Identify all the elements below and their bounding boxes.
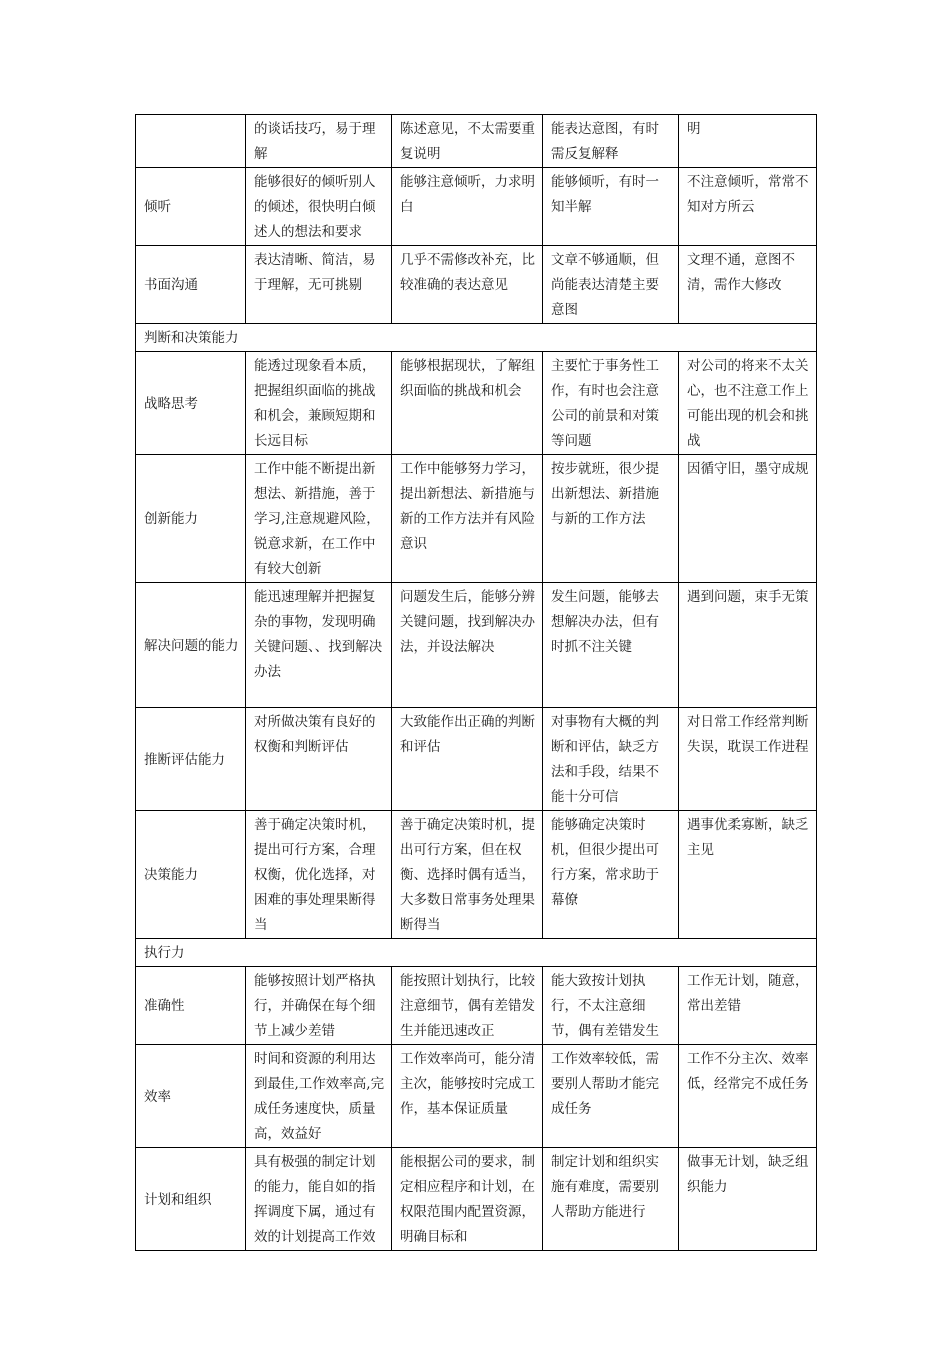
level-2-cell: 能根据公司的要求，制定相应程序和计划，在权限范围内配置资源，明确目标和 bbox=[392, 1148, 543, 1251]
table-row bbox=[136, 708, 817, 811]
level-1-cell: 能迅速理解并把握复杂的事物，发现明确关键问题、、找到解决办法 bbox=[246, 583, 392, 708]
level-4-cell: 工作不分主次、效率低，经常完不成任务 bbox=[679, 1045, 817, 1148]
level-3-cell: 制定计划和组织实施有难度，需要别人帮助方能进行 bbox=[543, 1148, 679, 1251]
level-3-cell: 能够倾听，有时一知半解 bbox=[543, 168, 679, 246]
level-2-cell: 工作效率尚可，能分清主次，能够按时完成工作，基本保证质量 bbox=[392, 1045, 543, 1148]
level-4-cell: 不注意倾听，常常不知对方所云 bbox=[679, 168, 817, 246]
level-4-cell: 工作无计划，随意，常出差错 bbox=[679, 967, 817, 1045]
level-1-cell: 能透过现象看本质，把握组织面临的挑战和机会，兼顾短期和长远目标 bbox=[246, 352, 392, 455]
level-4-cell: 文理不通，意图不清，需作大修改 bbox=[679, 246, 817, 324]
level-4-cell: 遇到问题，束手无策 bbox=[679, 583, 817, 708]
table-row bbox=[136, 168, 817, 246]
level-4-cell: 对日常工作经常判断失误，耽误工作进程 bbox=[679, 708, 817, 811]
level-3-cell: 主要忙于事务性工作，有时也会注意公司的前景和对策等问题 bbox=[543, 352, 679, 455]
table-row bbox=[136, 455, 817, 583]
row-label: 战略思考 bbox=[136, 352, 246, 455]
level-3-cell: 发生问题，能够去想解决办法，但有时抓不注关键 bbox=[543, 583, 679, 708]
level-4-cell: 明 bbox=[679, 115, 817, 168]
level-2-cell: 善于确定决策时机，提出可行方案，但在权衡、选择时偶有适当，大多数日常事务处理果断得当 bbox=[392, 811, 543, 939]
row-label: 书面沟通 bbox=[136, 246, 246, 324]
table-row bbox=[136, 246, 817, 324]
row-label: 准确性 bbox=[136, 967, 246, 1045]
table-row bbox=[136, 583, 817, 708]
table-row bbox=[136, 967, 817, 1045]
level-4-cell: 对公司的将来不太关心，也不注意工作上可能出现的机会和挑战 bbox=[679, 352, 817, 455]
section-row bbox=[136, 324, 817, 352]
level-1-cell: 具有极强的制定计划的能力，能自如的指挥调度下属，通过有效的计划提高工作效 bbox=[246, 1148, 392, 1251]
level-1-cell: 时间和资源的利用达到最佳,工作效率高,完成任务速度快，质量高，效益好 bbox=[246, 1045, 392, 1148]
level-1-cell: 工作中能不断提出新想法、新措施，善于学习,注意规避风险，锐意求新，在工作中有较大创新 bbox=[246, 455, 392, 583]
table-row bbox=[136, 1148, 817, 1251]
level-3-cell: 文章不够通顺，但尚能表达清楚主要意图 bbox=[543, 246, 679, 324]
level-1-cell: 能够很好的倾听别人的倾述，很快明白倾述人的想法和要求 bbox=[246, 168, 392, 246]
table-row bbox=[136, 1045, 817, 1148]
level-3-cell: 按步就班，很少提出新想法、新措施与新的工作方法 bbox=[543, 455, 679, 583]
level-2-cell: 能按照计划执行，比较注意细节，偶有差错发生并能迅速改正 bbox=[392, 967, 543, 1045]
level-2-cell: 能够根据现状，了解组织面临的挑战和机会 bbox=[392, 352, 543, 455]
row-label: 解决问题的能力 bbox=[136, 583, 246, 708]
table-row bbox=[136, 115, 817, 168]
level-1-cell: 表达清晰、简洁，易于理解，无可挑剔 bbox=[246, 246, 392, 324]
row-label: 计划和组织 bbox=[136, 1148, 246, 1251]
level-3-cell: 工作效率较低，需要别人帮助才能完成任务 bbox=[543, 1045, 679, 1148]
level-1-cell: 善于确定决策时机，提出可行方案，合理权衡，优化选择，对困难的事处理果断得当 bbox=[246, 811, 392, 939]
level-3-cell: 能大致按计划执行，不太注意细节，偶有差错发生 bbox=[543, 967, 679, 1045]
level-3-cell: 能够确定决策时机，但很少提出可行方案，常求助于幕僚 bbox=[543, 811, 679, 939]
row-label: 创新能力 bbox=[136, 455, 246, 583]
level-1-cell: 对所做决策有良好的权衡和判断评估 bbox=[246, 708, 392, 811]
row-label bbox=[136, 115, 246, 168]
level-3-cell: 能表达意图，有时需反复解释 bbox=[543, 115, 679, 168]
row-label: 倾听 bbox=[136, 168, 246, 246]
level-1-cell: 能够按照计划严格执行，并确保在每个细节上减少差错 bbox=[246, 967, 392, 1045]
table-row bbox=[136, 352, 817, 455]
section-heading: 判断和决策能力 bbox=[136, 324, 817, 352]
level-2-cell: 几乎不需修改补充，比较准确的表达意见 bbox=[392, 246, 543, 324]
level-2-cell: 陈述意见，不太需要重复说明 bbox=[392, 115, 543, 168]
section-row bbox=[136, 939, 817, 967]
table-row bbox=[136, 811, 817, 939]
level-4-cell: 因循守旧，墨守成规 bbox=[679, 455, 817, 583]
level-2-cell: 大致能作出正确的判断和评估 bbox=[392, 708, 543, 811]
level-2-cell: 问题发生后，能够分辨关键问题，找到解决办法，并设法解决 bbox=[392, 583, 543, 708]
level-2-cell: 工作中能够努力学习，提出新想法、新措施与新的工作方法并有风险意识 bbox=[392, 455, 543, 583]
level-4-cell: 做事无计划，缺乏组织能力 bbox=[679, 1148, 817, 1251]
row-label: 效率 bbox=[136, 1045, 246, 1148]
row-label: 决策能力 bbox=[136, 811, 246, 939]
row-label: 推断评估能力 bbox=[136, 708, 246, 811]
level-3-cell: 对事物有大概的判断和评估，缺乏方法和手段，结果不能十分可信 bbox=[543, 708, 679, 811]
level-4-cell: 遇事优柔寡断，缺乏主见 bbox=[679, 811, 817, 939]
section-heading: 执行力 bbox=[136, 939, 817, 967]
level-2-cell: 能够注意倾听，力求明白 bbox=[392, 168, 543, 246]
level-1-cell: 的谈话技巧，易于理解 bbox=[246, 115, 392, 168]
competency-table bbox=[135, 114, 817, 1251]
